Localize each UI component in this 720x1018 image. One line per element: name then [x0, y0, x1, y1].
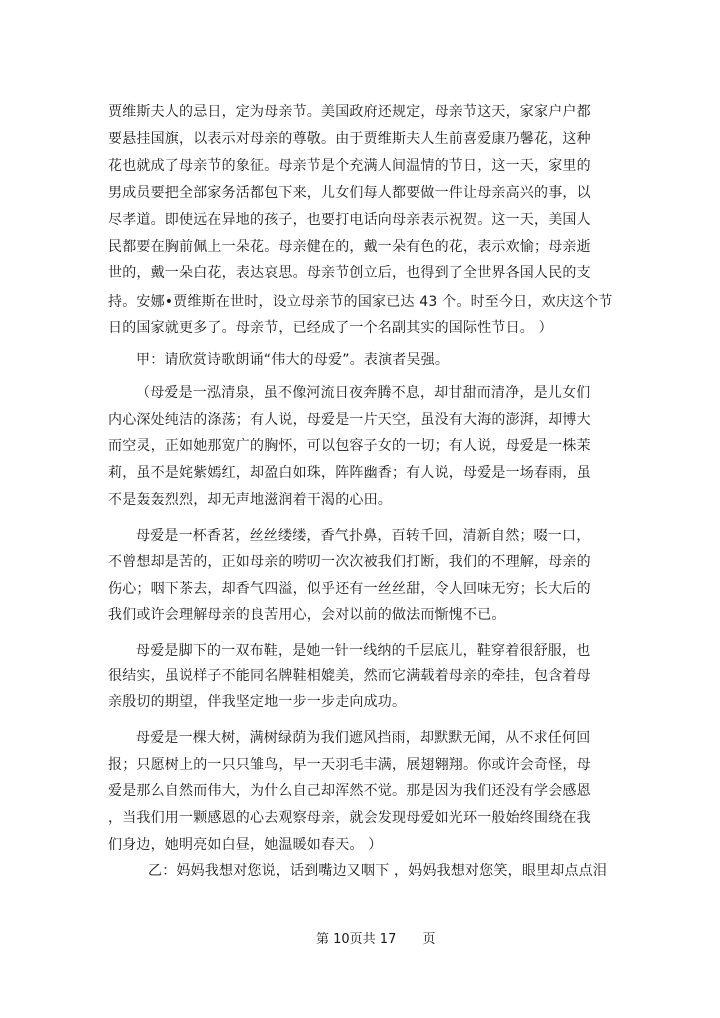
text-line: 民都要在胸前佩上一朵花。母亲健在的，戴一朵有色的花，表示欢愉；母亲逝: [108, 239, 591, 255]
text-line: 报；只愿树上的一只只雏鸟，早一天羽毛丰满，展翅翱翔。你或许会奇怪，母: [108, 757, 591, 773]
text-line: 要悬挂国旗，以表示对母亲的尊敬。由于贾维斯夫人生前喜爱康乃馨花，这种: [108, 131, 591, 147]
page-number: 第 10页共 17: [316, 932, 397, 947]
text-line: 母爱是一棵大树，满树绿荫为我们遮风挡雨，却默默无闻，从不求任何回: [136, 730, 591, 746]
text-line: 日的国家就更多了。母亲节，已经成了一个名副其实的国际性节日。 ）: [108, 320, 553, 336]
text-line: 花也就成了母亲节的象征。母亲节是个充满人间温情的节日，这一天，家里的: [108, 158, 591, 174]
text-line: ，当我们用一颗感恩的心去观察母亲，就会发现母爱如光环一般始终围绕在我: [108, 810, 591, 826]
dialogue-line: 乙：妈妈我想对您说，话到嘴边又咽下 ，妈妈我想对您笑，眼里却点点泪: [148, 863, 608, 879]
page-suffix: 页: [422, 932, 436, 947]
text-line: 贾维斯夫人的忌日，定为母亲节。美国政府还规定，母亲节这天，家家户户都: [108, 104, 591, 120]
text-line: 尽孝道。即使远在异地的孩子，也要打电话向母亲表示祝贺。这一天，美国人: [108, 212, 591, 228]
text-line: 们身边，她明亮如白昼，她温暖如春天。 ）: [108, 837, 383, 853]
text-line: 母爱是脚下的一双布鞋，是她一针一线纳的千层底儿，鞋穿着很舒服，也: [136, 643, 591, 659]
text-line: 男成员要把全部家务活都包下来，儿女们每人都要做一件让母亲高兴的事，以: [108, 185, 591, 201]
text-line: 爱是那么自然而伟大，为什么自己却浑然不觉。那是因为我们还没有学会感恩: [108, 783, 591, 799]
text-line: 伤心；咽下茶去，却香气四溢，似乎还有一丝丝甜，令人回味无穷；长大后的: [108, 581, 591, 597]
text-line: 持。安娜•贾维斯在世时，设立母亲节的国家已达 43 个。时至今日，欢庆这个节: [108, 294, 613, 310]
text-line: 母爱是一杯香茗，丝丝缕缕，香气扑鼻，百转千回，清新自然；啜一口，: [136, 528, 591, 544]
page-number-footer: [316, 932, 436, 948]
text-line: 内心深处纯洁的涤荡；有人说，母爱是一片天空，虽没有大海的澎湃，却博大: [108, 412, 591, 428]
text-line: 不是轰轰烈烈，却无声地滋润着干渴的心田。: [108, 492, 392, 508]
text-line: 我们或许会理解母亲的良苦用心，会对以前的做法而惭愧不已。: [108, 607, 506, 623]
text-line: 很结实，虽说样子不能同名牌鞋相媲美，然而它满载着母亲的牵挂，包含着母: [108, 668, 591, 684]
text-line: 世的，戴一朵白花，表达哀思。母亲节创立后，也得到了全世界各国人民的支: [108, 265, 591, 281]
text-line: 亲殷切的期望，伴我坚定地一步一步走向成功。: [108, 694, 407, 710]
text-line: （母爱是一泓清泉，虽不像河流日夜奔腾不息，却甘甜而清净，是儿女们: [136, 385, 591, 401]
text-line: 莉，虽不是姹紫嫣红，却盈白如珠，阵阵幽香；有人说，母爱是一场春雨，虽: [108, 465, 591, 481]
text-line: 不曾想却是苦的，正如母亲的唠叨一次次被我们打断，我们的不理解，母亲的: [108, 554, 591, 570]
dialogue-line: 甲：请欣赏诗歌朗诵“伟大的母爱”。表演者吴强。: [136, 352, 450, 368]
text-line: 而空灵，正如她那宽广的胸怀，可以包容子女的一切；有人说，母爱是一株茉: [108, 438, 591, 454]
